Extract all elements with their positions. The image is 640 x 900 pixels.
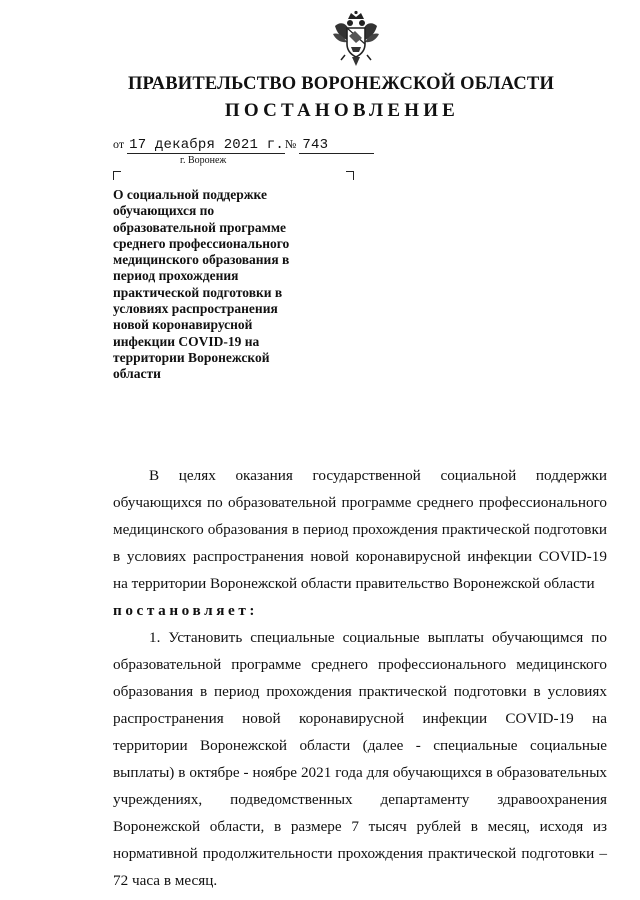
document-number: 743 (299, 138, 374, 154)
coat-of-arms-icon (331, 10, 381, 68)
number-prefix: № (284, 137, 297, 151)
subject-bracket-right (346, 171, 354, 180)
document-date: 17 декабря 2021 г. (129, 137, 284, 153)
city-name: г. Воронеж (180, 155, 227, 166)
date-prefix: от (113, 137, 125, 151)
registration-line (113, 137, 374, 154)
preamble-paragraph: В целях оказания государственной социальной поддержки обучающихся по образовательной программе среднего профессионального медицинского образования в период прохождения практической подготовки в условиях распространения новой коронавирусной инфекции COVID-19 на территории Воронежской области правительство Воронежской области (113, 467, 607, 592)
clause-1-paragraph: 1. Установить специальные социальные выплаты обучающимся по образовательной программе среднего профессионального медицинского образования в период прохождения практической подготовки в условиях распространения новой коронавирусной инфекции COVID-19 на территории Воронежской области (далее - специальные социальные выплаты) в октябре - ноябре 2021 года для обучающихся в образовательных учреждениях, подведомственных департаменту здравоохранения Воронежской области, в размере 7 тысяч рублей в месяц, исходя из нормативной продолжительности прохождения практической подготовки – 72 часа в месяц. (113, 629, 607, 889)
document-type-title: ПОСТАНОВЛЕНИЕ (224, 100, 460, 121)
subject-bracket-left (113, 171, 121, 180)
decree-word: постановляет: (113, 602, 259, 619)
document-body (113, 462, 607, 894)
government-title: ПРАВИТЕЛЬСТВО ВОРОНЕЖСКОЙ ОБЛАСТИ (127, 74, 555, 94)
document-subject: О социальной поддержке обучающихся по образовательной программе среднего профессионального медицинского образования в период прохождения практической подготовки в условиях распространения новой коронавирусной инфекции COVID-19 на территории Воронежской области (113, 187, 290, 382)
